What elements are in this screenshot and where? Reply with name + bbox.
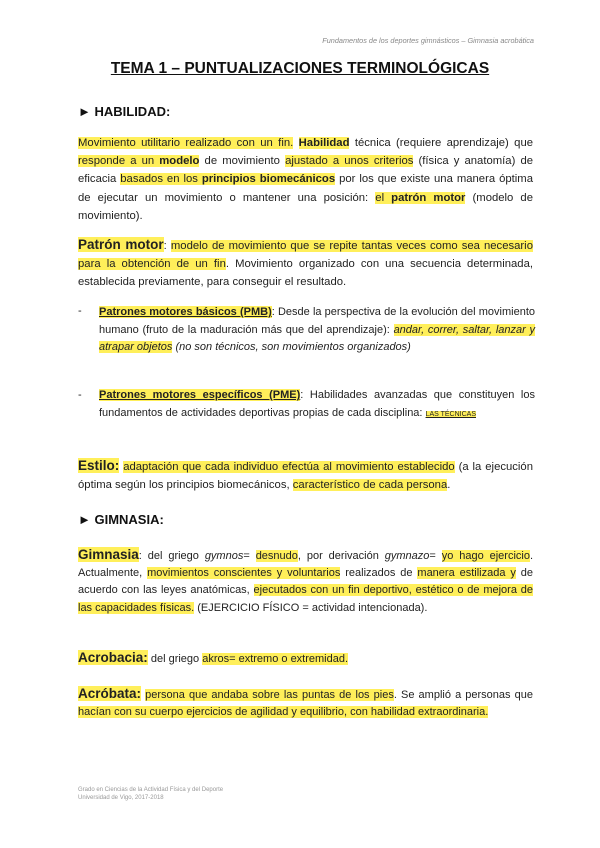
- page-title: TEMA 1 – PUNTUALIZACIONES TERMINOLÓGICAS: [110, 60, 490, 77]
- page-footer: [78, 786, 223, 802]
- page-header: Fundamentos de los deportes gimnásticos – Gimnasia acrobática: [322, 36, 534, 45]
- footer-line-university: Universidad de Vigo, 2017-2018: [78, 795, 164, 801]
- paragraph-acrobata: Acróbata: persona que andaba sobre las puntas de los pies. Se amplió a personas que hacían con su cuerpo ejercicios de agilidad y equilibrio, con habilidad extraordinaria.: [78, 686, 533, 719]
- list-item-pme: Patrones motores específicos (PME): Habilidades avanzadas que constituyen los fundamentos de actividades deportivas propias de cada disciplina: LAS TÉCNICAS: [99, 389, 535, 419]
- section-heading-gimnasia: ► GIMNASIA:: [78, 512, 164, 527]
- footer-line-degree: Grado en Ciencias de la Actividad Física y del Deporte: [78, 787, 224, 793]
- list-bullet: -: [78, 305, 82, 317]
- paragraph-patron-motor: Patrón motor: modelo de movimiento que se repite tantas veces como sea necesario para la obtención de un fin. Movimiento organizado con una secuencia determinada, establecida previamente, para conseguir el resultado.: [78, 237, 534, 289]
- paragraph-acrobacia: Acrobacia: del griego akros= extremo o extremidad.: [78, 650, 349, 665]
- section-heading-habilidad: ► HABILIDAD:: [78, 104, 171, 119]
- paragraph-gimnasia: Gimnasia: del griego gymnos= desnudo, por derivación gymnazo= yo hago ejercicio. Actualmente, movimientos conscientes y voluntarios realizados de manera estilizada y de acuerdo con las leyes anatómicas, ejecutados con un fin deportivo, estético o de mejora de las capacidades físicas. (EJERCICIO FÍSICO = actividad intencionada).: [78, 547, 534, 614]
- list-item-pmb: Patrones motores básicos (PMB): Desde la perspectiva de la evolución del movimiento humano (fruto de la maduración más que del aprendizaje): andar, correr, saltar, lanzar y atrapar objetos (no son técnicos, son movimientos organizados): [99, 306, 535, 354]
- paragraph-habilidad: Movimiento utilitario realizado con un fin. Habilidad técnica (requiere aprendizaje) que responde a un modelo de movimiento ajustado a unos criterios (física y anatomía) de eficacia basados en los principios biomecánicos por los que existe una manera óptima de ejecutar un movimiento o mantener una posición: el patrón motor (modelo de movimiento).: [78, 137, 534, 222]
- list-bullet: -: [78, 389, 82, 401]
- paragraph-estilo: Estilo: adaptación que cada individuo efectúa al movimiento establecido (a la ejecución óptima según los principios biomecánicos, característico de cada persona.: [78, 458, 534, 492]
